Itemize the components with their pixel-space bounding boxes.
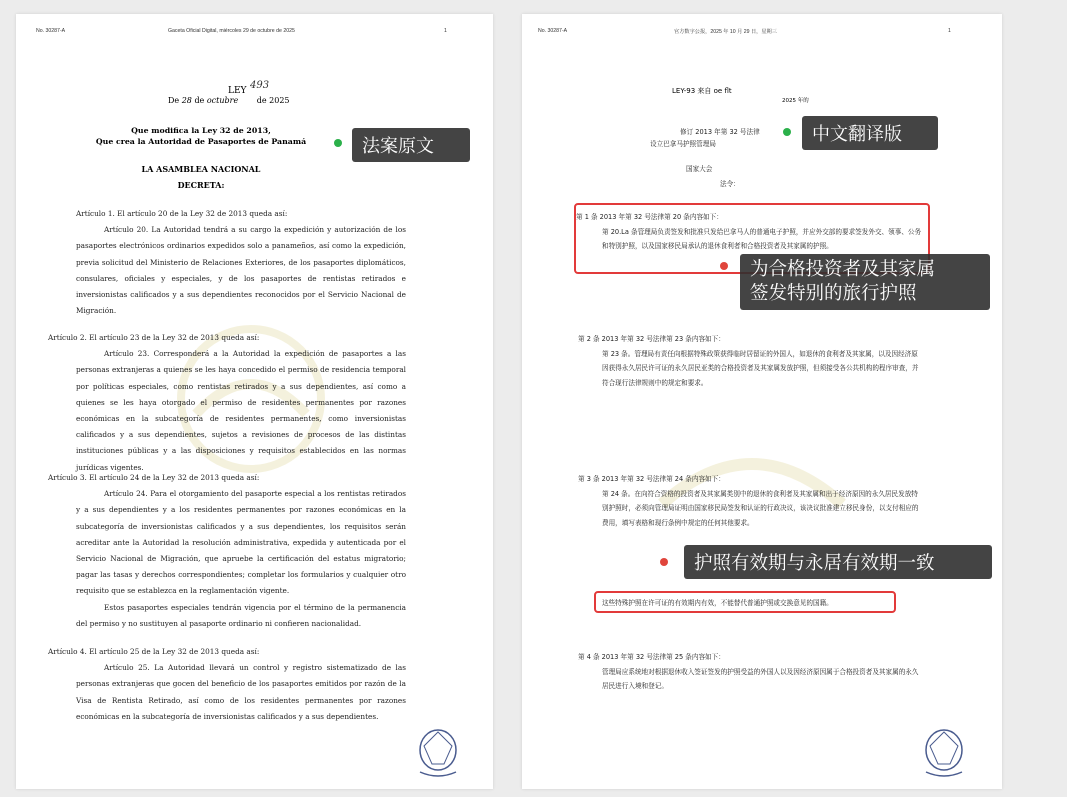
handwritten-law-number: 493 [250,80,270,91]
law-title-zh-line-1: 修订 2013 年第 32 号法律 [680,128,760,136]
decreta-heading-zh: 法令： [720,180,740,188]
original-text-callout: 法案原文 [352,128,470,162]
assembly-heading-zh: 国家大会 [686,165,713,173]
special-passport-callout [740,254,990,310]
article-2-zh: 第 2 条 2013 年第 32 号法律第 23 条内容如下： 第 23 条。管理局有责任向根据特殊政策获得临时居留证的外国人，如退休的食利者及其家属，以及因经济原因获得永久居民许可证的永久居民亚类的合格投资者及其家属发放护照，但须接受各公共机构的程序审查，并符合现行法律规则中的规定和要求。 [578,335,919,387]
validity-highlight-box [594,591,896,613]
article-2: Artículo 2. El artículo 23 de la Ley 32 de 2013 queda así: Artículo 23. Corresponderá a la Autoridad la expedición de pasaportes a las personas extranjeras a quienes se les haya concedido el permiso de residencia temporal por políticas especiales, como rentistas retirados y a sus dependientes, así como a quienes se les haya otorgado el permiso de residentes permanentes por razones económicas en la subcategoría de residentes permanentes, como inversionistas calificados y a sus dependientes, sujetos a revisiones de procesos de las distintas instituciones públicas y a las disposiciones y requisitos establecidos en las normas jurídicas vigentes. [48,333,406,472]
gazette-number-translated: No. 30287-A [538,28,568,34]
gazette-number: No. 30287-A [36,28,66,34]
validity-callout: 护照有效期与永居有效期一致 [684,545,992,579]
official-seal [414,724,462,780]
article-4: Artículo 4. El artículo 25 de la Ley 32 de 2013 queda así: Artículo 25. La Autoridad llevará un control y registro sistematizado de las personas extranjeras que gocen del beneficio de los pasaportes emitidos por razón de la Visa de Rentista Retirado, así como de los residentes permanentes por razones económicas en la subcategoría de inversionistas calificados y a sus dependientes. [48,647,406,721]
official-seal [920,724,968,780]
law-title-line-1: Que modifica la Ley 32 de 2013, [131,126,271,135]
article-1: Artículo 1. El artículo 20 de la Ley 32 de 2013 queda así: Artículo 20. La Autoridad tendrá a su cargo la expedición y autorización de los pasaportes electrónicos ordinarios expedidos solo a panameños, así como la expedición, previa solicitud del Ministerio de Relaciones Exteriores, de los pasaportes diplomáticos, consulares, oficiales y especiales, y de los pasaportes de rentistas retirados e inversionistas calificados y a sus dependientes reconocidos por el Servicio Nacional de Migración. [76,209,406,316]
validity-marker-dot [660,558,668,566]
ley-label: LEY [228,86,247,96]
assembly-heading: LA ASAMBLEA NACIONAL [141,164,261,174]
decreta-heading: DECRETA: [177,180,225,190]
special-passport-callout-line-1: 为合格投资者及其家属 [750,259,936,280]
article-3: Artículo 3. El artículo 24 de la Ley 32 de 2013 queda así: Artículo 24. Para el otorgamiento del pasaporte especial a los rentistas retirados y a sus dependientes y a los residentes permanentes por razones económicas en la subcategoría de inversionistas calificados y a sus dependientes, los requisitos serán acreditar ante la Autoridad la resolución administrativa, expedida y autenticada por el Servicio Nacional de Migración, que apruebe la certificación del estatus migratorio; pagar las tasas y derechos correspondientes; completar los formularios y cualquier otro requisito que se establezca en la reglamentación vigente. Estos pasaportes especiales tendrán vigencia por el término de la permanencia del permiso y no sustituyen al pasaporte ordinario ni confieren nacionalidad. [48,473,406,628]
special-passport-marker-dot [720,262,728,270]
law-title-line-2: Que crea la Autoridad de Pasaportes de Panamá [95,137,307,146]
page-number-translated: 1 [948,28,951,34]
gazette-title-translated: 官方数字公报，2025 年 10 月 29 日，星期三 [674,29,777,35]
article-1-zh: 第 1 条 2013 年第 32 号法律第 20 条内容如下： 第 20.La 条管理局负责签发和批准只发给巴拿马人的普通电子护照，并应外交部的要求签发外交、领事、公务和特别护照，以及国家移民局承认的退休食利者和合格投资者及其家属的护照。 [576,213,922,251]
page-number: 1 [444,28,447,34]
validity-line-zh: 这些特殊护照在许可证的有效期内有效，不能替代普通护照或交换意见的国籍。 [602,599,833,607]
special-passport-callout-line-2: 签发特别的旅行护照 [750,283,917,304]
law-date: De 28 de octubre de 2025 [168,96,290,105]
gazette-title: Gaceta Oficial Digital, miércoles 29 de octubre de 2025 [168,28,295,34]
original-text-marker-dot [334,139,342,147]
translation-callout: 中文翻译版 [802,116,938,150]
article-3-zh: 第 3 条 2013 年第 32 号法律第 24 条内容如下： 第 24 条。在向符合资格的投资者及其家属类别中的退休的食利者及其家属和出于经济原因的永久居民发放特别护照时，必须向管理局证明由国家移民局签发和认证的行政决议，该决议批准建立移民身份，以支付相应的费用，填写表格和现行条例中规定的任何其他要求。 [578,475,919,527]
ley-line: LEY-93 来自 oe flt [672,87,732,95]
article-4-zh: 第 4 条 2013 年第 32 号法律第 25 条内容如下： 管理局应系统地对根据退休收入签证签发的护照受益的外国人以及因经济原因属于合格投资者及其家属的永久居民进行入境和登记。 [578,653,919,691]
year-line: 2025 年的 [782,98,809,104]
translation-marker-dot [783,128,791,136]
law-title-zh-line-2: 设立巴拿马护照管理局 [650,140,716,148]
